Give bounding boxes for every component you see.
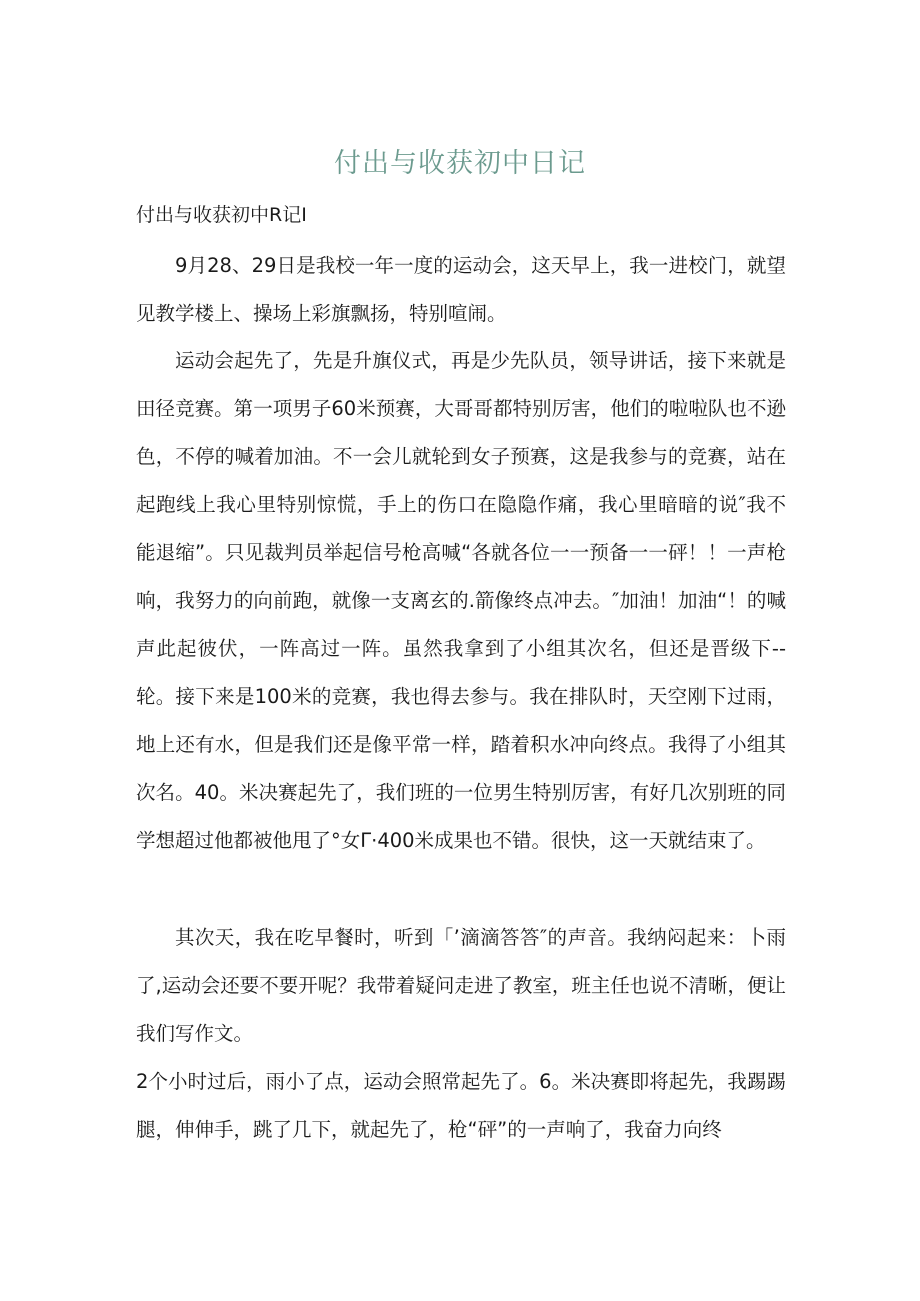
page-title: 付出与收获初中日记 xyxy=(334,148,586,179)
paragraph-1: 9月28、29日是我校一年一度的运动会，这天早上，我一进校门，就望见教学楼上、操场上彩旗飘扬，特别喧闹。 xyxy=(136,254,786,325)
page-subtitle: 付出与收获初中R记I xyxy=(136,204,307,226)
paragraph-2: 运动会起先了，先是升旗仪式，再是少先队员，领导讲话，接下来就是田径竞赛。第一项男子60米预赛，大哥哥都特别厉害，他们的啦啦队也不逊色，不停的喊着加油。不一会儿就轮到女子预赛，这是我参与的竞赛，站在起跑线上我心里特别惊慌，手上的伤口在隐隐作痛，我心里暗暗的说″我不能退缩”。只见裁判员举起信号枪高喊“各就各位一一预备一一砰！！一声枪响，我努力的向前跑，就像一支离玄的.箭像终点冲去。″加油！加油“！的喊声此起彼伏，一阵高过一阵。虽然我拿到了小组其次名，但还是晋级下--轮。接下来是100米的竞赛，我也得去参与。我在排队时，天空刚下过雨，地上还有水，但是我们还是像平常一样，踏着积水冲向终点。我得了小组其次名。40。米决赛起先了，我们班的一位男生特别厉害，有好几次别班的同学想超过他都被他甩了°女Γ·400米成果也不错。很快，这一天就结束了。 xyxy=(136,349,786,852)
paragraph-3: 其次天，我在吃早餐时，听到「’滴滴答答″的声音。我纳闷起来：卜雨了,运动会还要不要开呢？我带着疑问走进了教室，班主任也说不清晰，便让我们写作文。 xyxy=(136,926,786,1045)
paragraph-4: 2个小时过后，雨小了点，运动会照常起先了。6。米决赛即将起先，我踢踢腿，伸伸手，跳了几下，就起先了，枪“砰”的一声响了，我奋力向终 xyxy=(136,1070,786,1141)
